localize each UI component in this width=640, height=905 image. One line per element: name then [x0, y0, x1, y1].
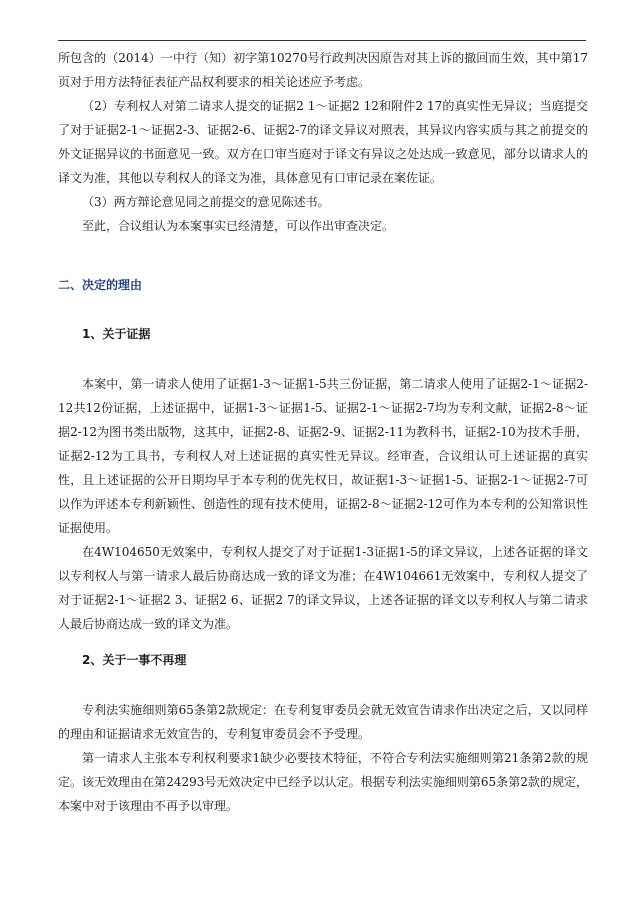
subsection-heading-evidence: 1、关于证据 [82, 327, 151, 341]
section-heading: 二、决定的理由 [58, 278, 143, 292]
res-judicata-section-body [58, 698, 588, 818]
subsection-heading-res-judicata: 2、关于一事不再理 [82, 653, 187, 667]
paragraph-item-3: （3）两方辩论意见同之前提交的意见陈述书。 [82, 195, 330, 209]
paragraph-continued: 所包含的（2014）一中行（知）初字第10270号行政判决因原告对其上诉的撤回而生效，其中第17页对于用方法特征表征产品权利要求的相关论述应予考虑。 [58, 51, 588, 89]
res-judicata-paragraph-1: 专利法实施细则第65条第2款规定：在专利复审委员会就无效宣告请求作出决定之后，又以同样的理由和证据请求无效宣告的，专利复审委员会不予受理。 [58, 703, 588, 741]
res-judicata-paragraph-2: 第一请求人主张本专利权利要求1缺少必要技术特征，不符合专利法实施细则第21条第2款的规定。该无效理由在第24293号无效决定中已经予以认定。根据专利法实施细则第65条第2款的规定，本案中对于该理由不再予以审理。 [58, 751, 588, 813]
header-rule [58, 40, 586, 41]
document-body-top [58, 46, 588, 238]
paragraph-item-2: （2）专利权人对第二请求人提交的证据2 1～证据2 12和附件2 17的真实性无异议；当庭提交了对于证据2-1～证据2-3、证据2-6、证据2-7的译文异议对照表，其异议内容实质与其之前提交的外文证据异议的书面意见一致。双方在口审当庭对于译文有异议之处达成一致意见，部分以请求人的译文为准，其他以专利权人的译文为准，具体意见有口审记录在案佐证。 [58, 99, 588, 185]
evidence-paragraph-2: 在4W104650无效案中，专利权人提交了对于证据1-3证据1-5的译文异议，上述各证据的译文以专利权人与第一请求人最后协商达成一致的译文为准；在4W104661无效案中，专利权人提交了对于证据2-1～证据2 3、证据2 6、证据2 7的译文异议，上述各证据的译文以专利权人与第二请求人最后协商达成一致的译文为准。 [58, 545, 588, 631]
evidence-paragraph-1: 本案中，第一请求人使用了证据1-3～证据1-5共三份证据，第二请求人使用了证据2-1～证据2-12共12份证据，上述证据中，证据1-3～证据1-5、证据2-1～证据2-7均为专利文献，证据2-8～证据2-12为图书类出版物，这其中，证据2-8、证据2-9、证据2-11为教科书，证据2-10为技术手册，证据2-12为工具书，专利权人对上述证据的真实性无异议。经审查，合议组认可上述证据的真实性，且上述证据的公开日期均早于本专利的优先权日，故证据1-3～证据1-5、证据2-1～证据2-7可以作为评述本专利新颖性、创造性的现有技术使用，证据2-8～证据2-12可作为本专利的公知常识性证据使用。 [58, 377, 588, 535]
paragraph-conclusion: 至此，合议组认为本案事实已经清楚，可以作出审查决定。 [82, 219, 395, 233]
evidence-section-body [58, 372, 588, 636]
